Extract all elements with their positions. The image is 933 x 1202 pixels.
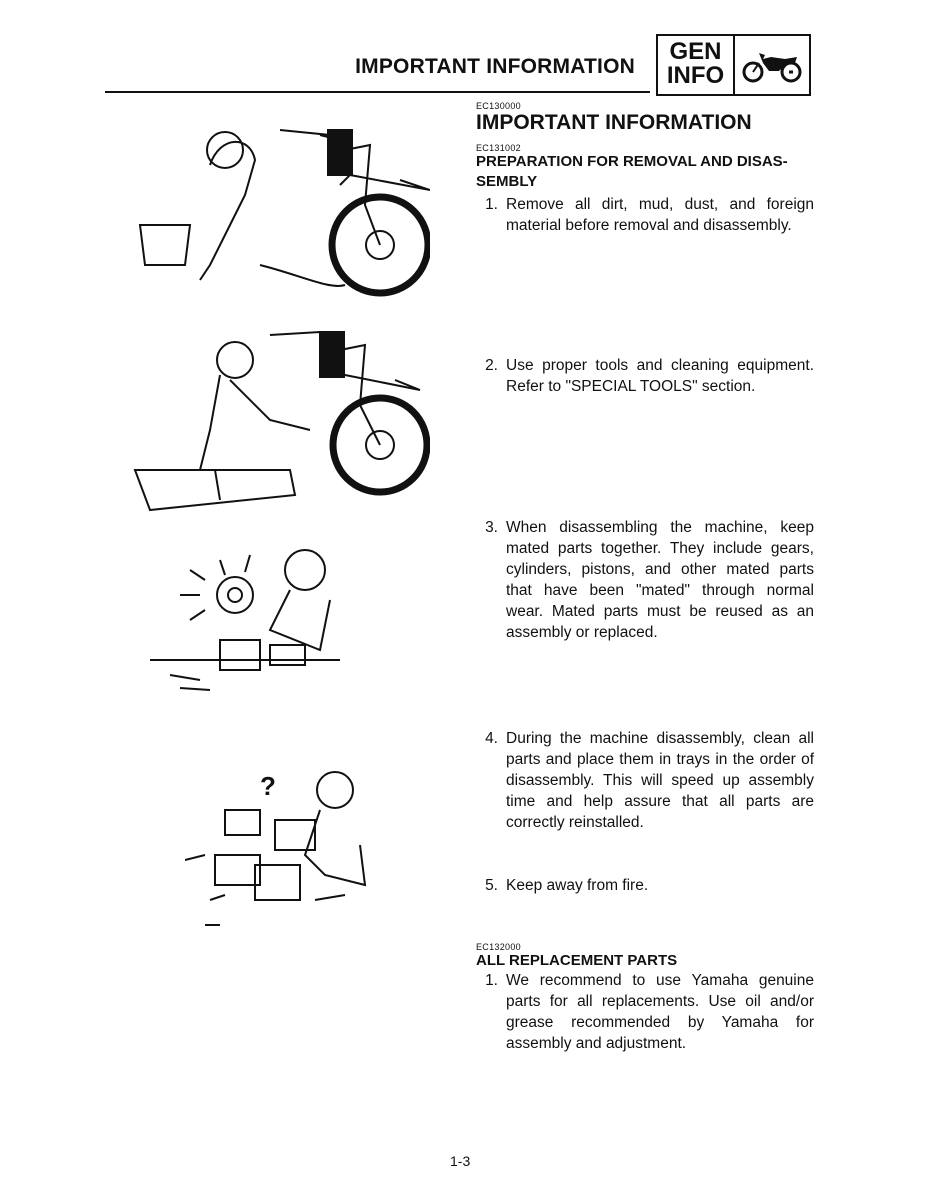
item-number: 4. <box>485 730 498 747</box>
section-code: EC130000 <box>476 101 521 111</box>
badge-text <box>658 36 735 94</box>
list-item <box>476 875 814 896</box>
item-text: We recommend to use Yamaha genuine parts for all replacements. Use oil and/or grease recommended by Yamaha for assembly and adjustment. <box>506 972 814 1052</box>
section-title: IMPORTANT INFORMATION <box>476 111 752 134</box>
list-item <box>476 517 814 643</box>
sorting-parts-illustration <box>185 755 385 930</box>
motorcycle-icon <box>735 36 809 94</box>
header-rule <box>105 91 650 93</box>
item-number: 2. <box>485 357 498 374</box>
replacement-code: EC132000 <box>476 942 521 952</box>
list-item <box>476 728 814 833</box>
list-item <box>476 355 814 397</box>
item-text: When disassembling the machine, keep mated parts together. They include gears, cylinders, pistons, and other mated parts that have been "mated" through normal wear. Mated parts must be reused as an assembly or replaced. <box>506 519 814 641</box>
item-text: During the machine disassembly, clean all parts and place them in trays in the order of disassembly. This will speed up assembly time and help assure that all parts are correctly reinstalled. <box>506 730 814 831</box>
tools-motorcycle-illustration <box>130 320 430 515</box>
mated-parts-illustration <box>150 540 350 710</box>
page-number: 1-3 <box>450 1153 471 1169</box>
item-number: 5. <box>485 877 498 894</box>
item-text: Remove all dirt, mud, dust, and foreign material before removal and disassembly. <box>506 196 814 234</box>
list-item <box>476 970 814 1054</box>
item-number: 3. <box>485 519 498 536</box>
list-item <box>476 194 814 236</box>
item-number: 1. <box>485 196 498 213</box>
prep-code: EC131002 <box>476 143 521 153</box>
badge-line-2: INFO <box>666 62 725 89</box>
washing-motorcycle-illustration <box>130 115 430 310</box>
badge-line-1: GEN <box>669 38 722 65</box>
svg-text:?: ? <box>260 771 276 801</box>
replacement-title: ALL REPLACEMENT PARTS <box>476 952 678 969</box>
header-title: IMPORTANT INFORMATION <box>355 55 635 78</box>
item-text: Use proper tools and cleaning equipment. Refer to "SPECIAL TOOLS" section. <box>506 357 814 395</box>
item-text: Keep away from fire. <box>506 877 649 894</box>
prep-title: PREPARATION FOR REMOVAL AND DISAS-SEMBLY <box>476 153 788 190</box>
item-number: 1. <box>485 972 498 989</box>
gen-info-badge <box>656 34 811 96</box>
